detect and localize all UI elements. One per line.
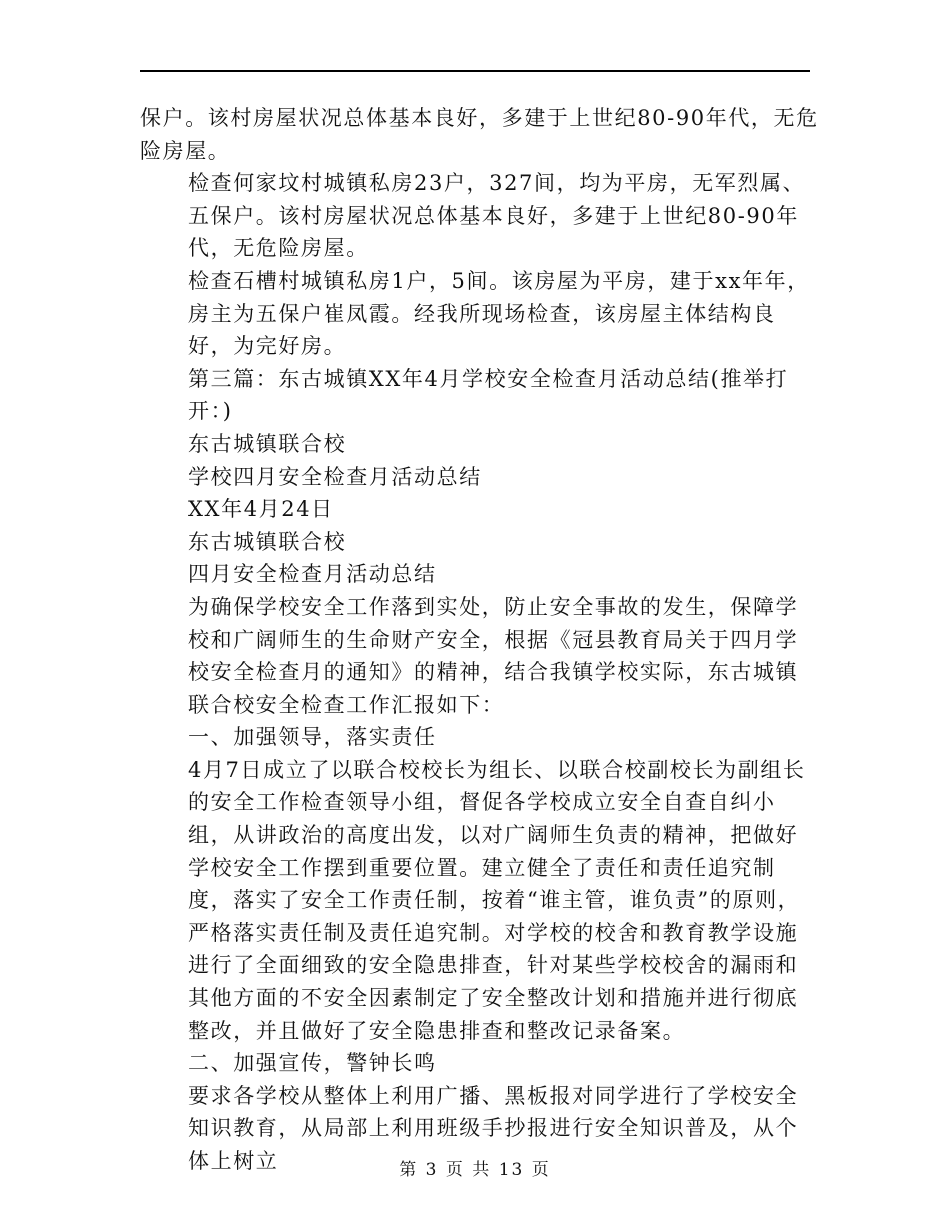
paragraph: 东古城镇联合校 [188, 529, 347, 554]
section-heading: 第三篇：东古城镇XX年4月学校安全检查月活动总结(推举打开：) [188, 366, 789, 424]
paragraph: 学校四月安全检查月活动总结 [188, 464, 482, 489]
subheading: 二、加强宣传，警钟长鸣 [188, 1051, 437, 1076]
paragraph: 东古城镇联合校 [188, 431, 347, 456]
page-number-footer: 第 3 页 共 13 页 [399, 1160, 551, 1180]
document-body [140, 102, 820, 1178]
paragraph: 4月7日成立了以联合校校长为组长、以联合校副校长为副组长的安全工作检查领导小组，督促各学校成立安全自查自纠小组，从讲政治的高度出发，以对广阔师生负责的精神，把做好学校安全工作摆到重要位置。建立健全了责任和责任追究制度，落实了安全工作责任制，按着“谁主管，谁负责”的原则，严格落实责任制及责任追究制。对学校的校舍和教育教学设施进行了全面细致的安全隐患排查，针对某些学校校舍的漏雨和其他方面的不安全因素制定了安全整改计划和措施并进行彻底整改，并且做好了安全隐患排查和整改记录备案。 [188, 757, 806, 1043]
header-rule [140, 70, 810, 72]
paragraph: 四月安全检查月活动总结 [188, 562, 437, 587]
subheading: 一、加强领导，落实责任 [188, 725, 437, 750]
paragraph: 保户。该村房屋状况总体基本良好，多建于上世纪80-90年代，无危险房屋。 [140, 106, 819, 163]
paragraph: 要求各学校从整体上利用广播、黑板报对同学进行了学校安全知识教育，从局部上利用班级手抄报进行安全知识普及，从个体上树立 [188, 1083, 799, 1173]
paragraph: 为确保学校安全工作落到实处，防止安全事故的发生，保障学校和广阔师生的生命财产安全，根据《冠县教育局关于四月学校安全检查月的通知》的精神，结合我镇学校实际，东古城镇联合校安全检查工作汇报如下： [188, 594, 799, 717]
paragraph: XX年4月24日 [188, 497, 334, 522]
paragraph: 检查何家坟村城镇私房23户，327间，均为平房，无军烈属、五保户。该村房屋状况总体基本良好，多建于上世纪80-90年代，无危险房屋。 [188, 171, 806, 261]
paragraph: 检查石槽村城镇私房1户，5间。该房屋为平房，建于xx年年，房主为五保户崔凤霞。经我所现场检查，该房屋主体结构良好，为完好房。 [188, 268, 810, 359]
